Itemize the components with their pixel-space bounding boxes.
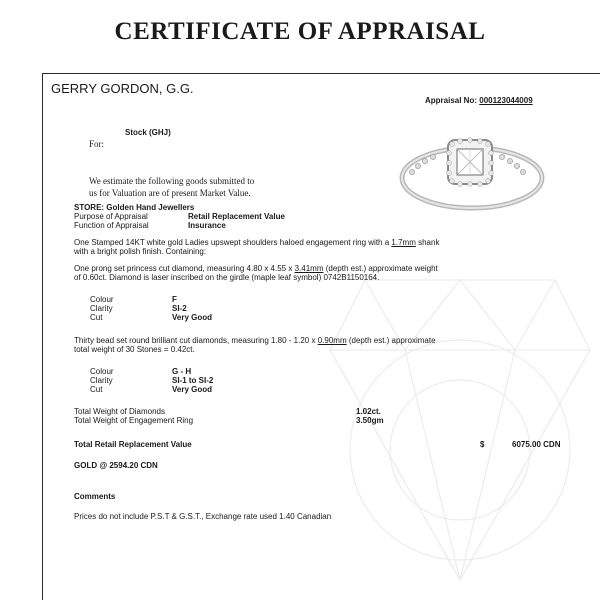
total-ring-weight-value: 3.50gm — [356, 416, 384, 425]
function-value: Insurance — [188, 221, 226, 230]
center-stone-depth: 3.41mm — [294, 264, 324, 273]
side-colour-value: G - H — [172, 367, 192, 376]
comments-heading: Comments — [74, 492, 116, 501]
center-stone-description — [74, 264, 438, 273]
ring-description-line-2: with a bright polish finish. Containing: — [74, 247, 207, 256]
ring-description-text-end: shank — [418, 238, 440, 247]
gold-price: GOLD @ 2594.20 CDN — [74, 461, 158, 470]
frame-left-border — [42, 73, 43, 600]
currency-symbol: $ — [480, 440, 485, 449]
side-stones-text: Thirty bead set round brilliant cut diamonds, measuring 1.80 - 1.20 x — [74, 336, 316, 345]
shank-width: 1.7mm — [391, 238, 416, 247]
side-colour-label: Colour — [90, 367, 114, 376]
side-cut-value: Very Good — [172, 385, 213, 394]
appraisal-number — [425, 96, 533, 105]
ring-description-text: One Stamped 14KT white gold Ladies upswept shoulders haloed engagement ring with a — [74, 238, 390, 247]
side-stones-description — [74, 336, 436, 345]
side-stones-text-end: (depth est.) approximate — [348, 336, 436, 345]
function-label: Function of Appraisal — [74, 221, 149, 230]
certificate-title: CERTIFICATE OF APPRAISAL — [114, 18, 486, 45]
side-clarity-label: Clarity — [90, 376, 113, 385]
side-cut-label: Cut — [90, 385, 103, 394]
side-stones-depth: 0.90mm — [317, 336, 347, 345]
ring-photo — [390, 120, 550, 230]
frame-top-border — [42, 73, 600, 74]
appraiser-name: GERRY GORDON, G.G. — [51, 81, 194, 96]
retail-value-label: Total Retail Replacement Value — [74, 440, 192, 449]
center-colour-label: Colour — [90, 295, 114, 304]
center-colour-value: F — [172, 295, 177, 304]
comments-text: Prices do not include P.S.T & G.S.T., Exchange rate used 1.40 Canadian — [74, 512, 332, 521]
appraisal-number-label: Appraisal No: — [425, 96, 478, 105]
total-ring-weight-label: Total Weight of Engagement Ring — [74, 416, 194, 425]
center-cut-value: Very Good — [172, 313, 213, 322]
purpose-value: Retail Replacement Value — [188, 212, 285, 221]
purpose-label: Purpose of Appraisal — [74, 212, 148, 221]
intro-line-1: We estimate the following goods submitted to — [89, 176, 255, 186]
center-stone-text-end: (depth est.) approximate weight — [325, 264, 438, 273]
side-clarity-value: SI-1 to SI-2 — [172, 376, 214, 385]
center-clarity-label: Clarity — [90, 304, 113, 313]
center-stone-description-line-2: of 0.60ct. Diamond is laser inscribed on the girdle (maple leaf symbol) 0742B1150164. — [74, 273, 380, 282]
side-stones-description-line-2: total weight of 30 Stones = 0.42ct. — [74, 345, 195, 354]
ring-description — [74, 238, 439, 247]
center-stone-text: One prong set princess cut diamond, measuring 4.80 x 4.55 x — [74, 264, 293, 273]
center-clarity-value: SI-2 — [172, 304, 187, 313]
appraisal-number-value: 000123044009 — [479, 96, 533, 105]
intro-line-2: us for Valuation are of present Market Value. — [89, 188, 251, 198]
total-diamond-weight-value: 1.02ct. — [356, 407, 381, 416]
center-cut-label: Cut — [90, 313, 103, 322]
retail-value: 6075.00 CDN — [512, 440, 561, 449]
store-line: STORE: Golden Hand Jewellers — [74, 203, 195, 212]
client-name: Stock (GHJ) — [125, 128, 171, 137]
for-label: For: — [89, 139, 105, 149]
total-diamond-weight-label: Total Weight of Diamonds — [74, 407, 166, 416]
